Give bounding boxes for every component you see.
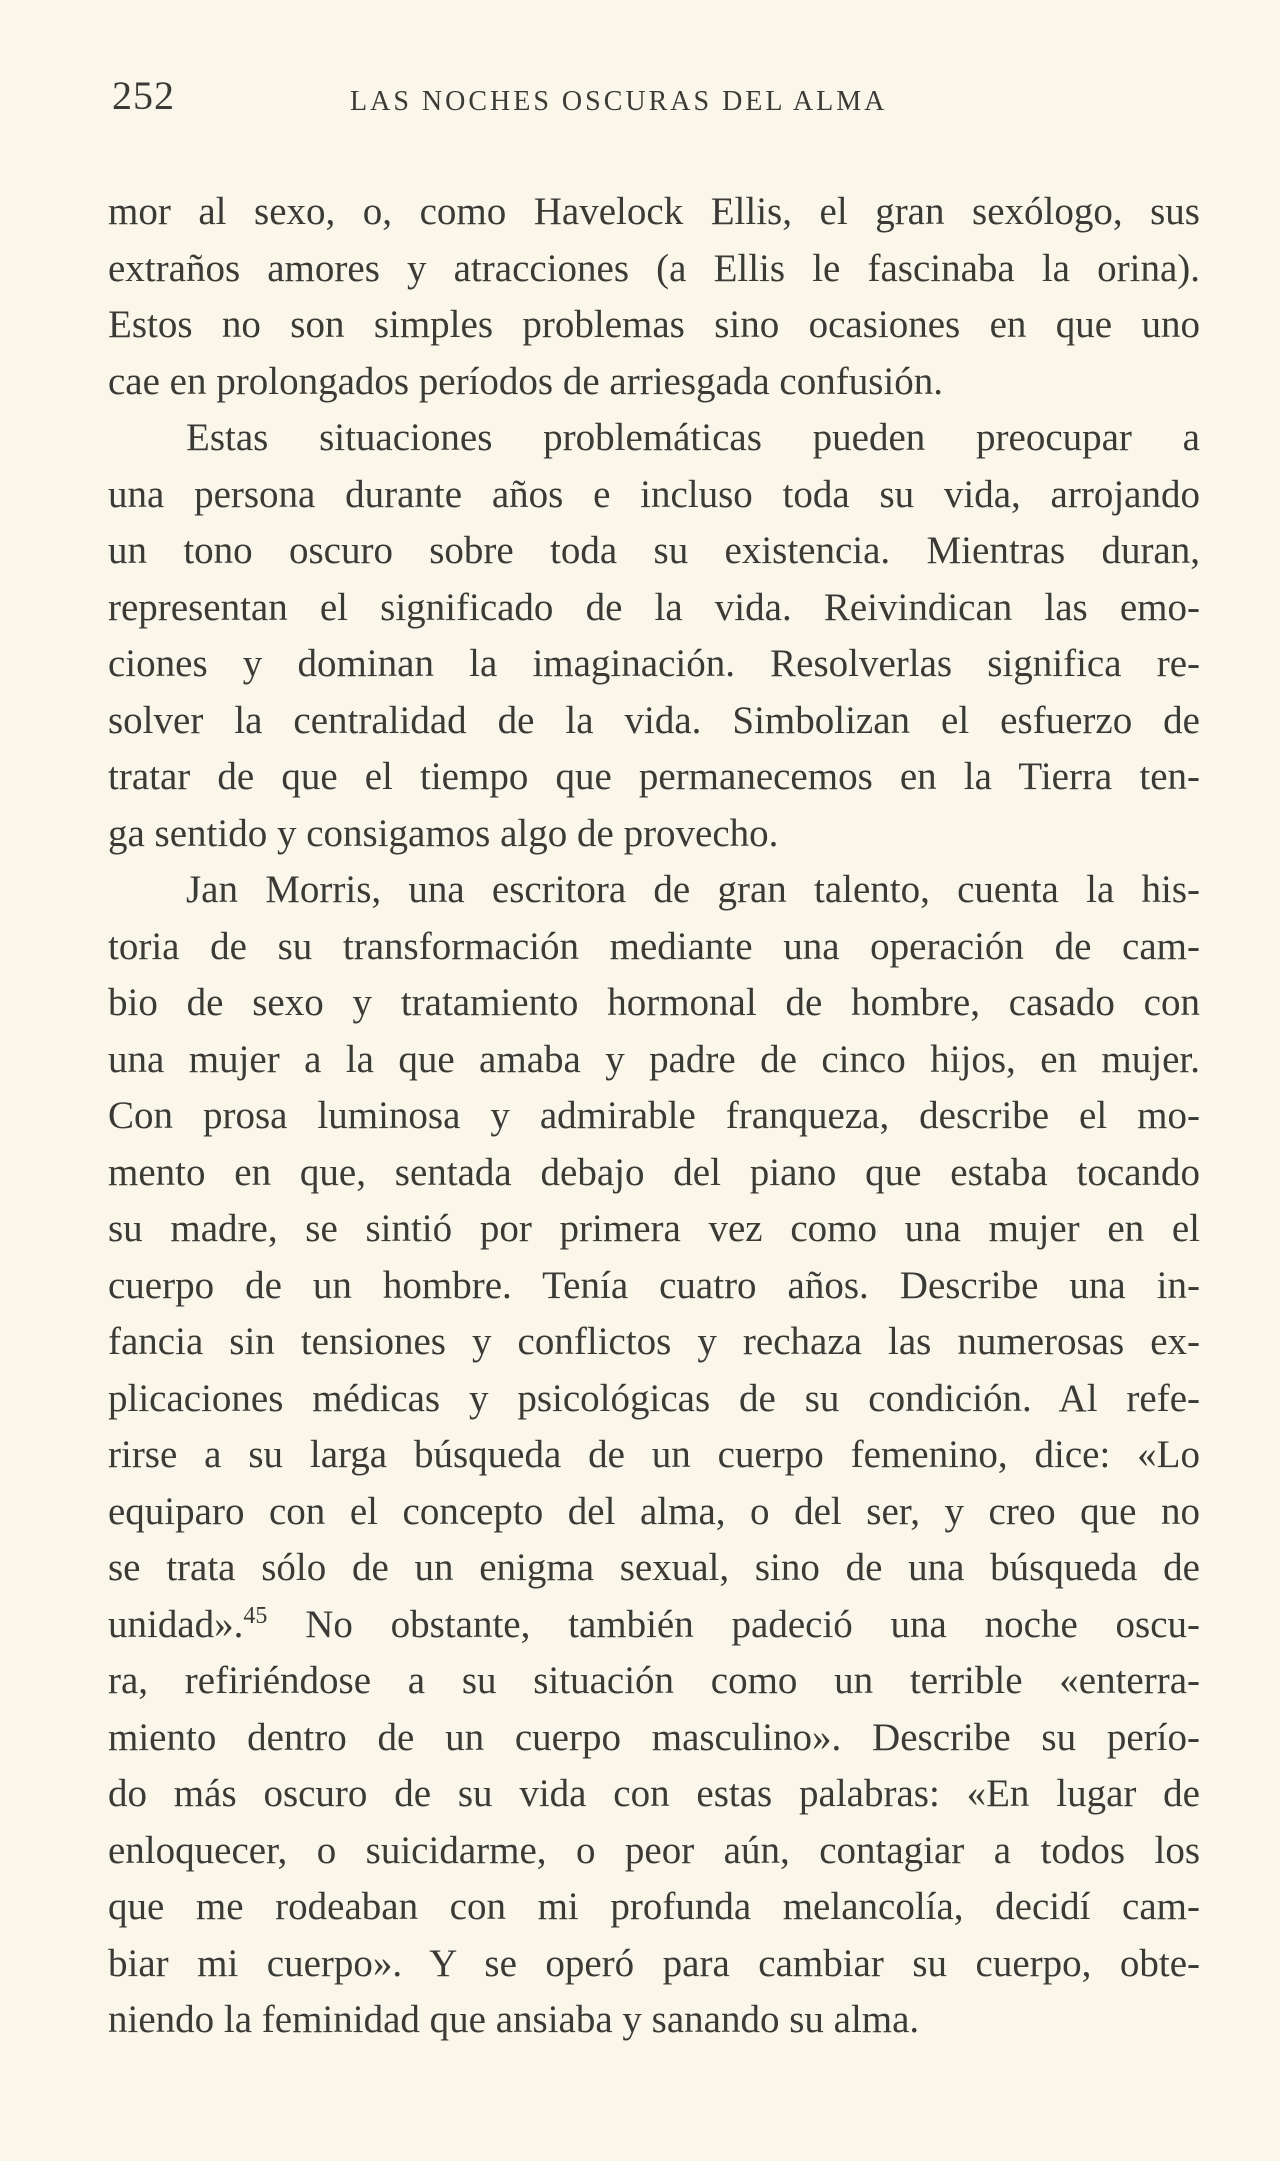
text-line: plicaciones médicas y psicológicas de su condición. Al refe-	[108, 1376, 1200, 1420]
text-fragment: No obstante, también padeció una noche oscu-	[305, 1602, 1200, 1646]
text-line: rirse a su larga búsqueda de un cuerpo femenino, dice: «Lo	[108, 1433, 1200, 1476]
text-line: fancia sin tensiones y conflictos y rechaza las numerosas ex-	[108, 1320, 1200, 1363]
body-text	[108, 184, 1200, 2049]
text-line: que me rodeaban con mi profunda melancolía, decidí cam-	[108, 1885, 1200, 1928]
text-line: una persona durante años e incluso toda su vida, arrojando	[108, 472, 1200, 516]
text-line: solver la centralidad de la vida. Simbolizan el esfuerzo de	[108, 698, 1200, 742]
text-line-with-footnote	[108, 1597, 1200, 1654]
running-title: LAS NOCHES OSCURAS DEL ALMA	[350, 86, 888, 117]
page-number: 252	[112, 73, 175, 118]
text-line: su madre, se sintió por primera vez como una mujer en el	[108, 1207, 1200, 1250]
text-line: Estos no son simples problemas sino ocasiones en que uno	[108, 303, 1200, 346]
text-line: equiparo con el concepto del alma, o del ser, y creo que no	[108, 1489, 1200, 1533]
text-line: enloquecer, o suicidarme, o peor aún, contagiar a todos los	[108, 1828, 1200, 1872]
text-line: una mujer a la que amaba y padre de cinco hijos, en mujer.	[108, 1037, 1200, 1081]
text-fragment: unidad».	[108, 1602, 244, 1646]
text-line: cuerpo de un hombre. Tenía cuatro años. Describe una in-	[108, 1263, 1200, 1307]
text-line: un tono oscuro sobre toda su existencia. Mientras duran,	[108, 529, 1200, 572]
text-line: Con prosa luminosa y admirable franqueza, describe el mo-	[108, 1094, 1200, 1137]
text-line: representan el significado de la vida. Reivindican las emo-	[108, 585, 1200, 629]
text-line: cae en prolongados períodos de arriesgada confusión.	[108, 359, 943, 403]
text-line: toria de su transformación mediante una operación de cam-	[108, 924, 1200, 968]
running-header	[112, 72, 1202, 132]
text-line: extraños amores y atracciones (a Ellis le fascinaba la orina).	[108, 246, 1200, 290]
text-line: ciones y dominan la imaginación. Resolverlas significa re-	[108, 642, 1200, 685]
text-line: ga sentido y consigamos algo de provecho.	[108, 811, 779, 855]
text-line: niendo la feminidad que ansiaba y sanando su alma.	[108, 1998, 920, 2041]
text-line: ra, refiriéndose a su situación como un terrible «enterra-	[108, 1659, 1200, 1702]
footnote-reference[interactable]: 45	[243, 1602, 268, 1629]
text-line: mento en que, sentada debajo del piano que estaba tocando	[108, 1150, 1200, 1194]
text-line: bio de sexo y tratamiento hormonal de hombre, casado con	[108, 981, 1200, 1024]
text-line: tratar de que el tiempo que permanecemos en la Tierra ten-	[108, 755, 1200, 798]
text-line: do más oscuro de su vida con estas palabras: «En lugar de	[108, 1772, 1200, 1815]
paragraph-first-line: Estas situaciones problemáticas pueden preocupar a	[186, 416, 1200, 459]
text-line: miento dentro de un cuerpo masculino». Describe su perío-	[108, 1715, 1200, 1759]
text-line: biar mi cuerpo». Y se operó para cambiar su cuerpo, obte-	[108, 1941, 1200, 1985]
text-line: se trata sólo de un enigma sexual, sino de una búsqueda de	[108, 1546, 1200, 1589]
text-line: mor al sexo, o, como Havelock Ellis, el gran sexólogo, sus	[108, 190, 1200, 233]
paragraph-first-line: Jan Morris, una escritora de gran talento, cuenta la his-	[186, 868, 1200, 911]
